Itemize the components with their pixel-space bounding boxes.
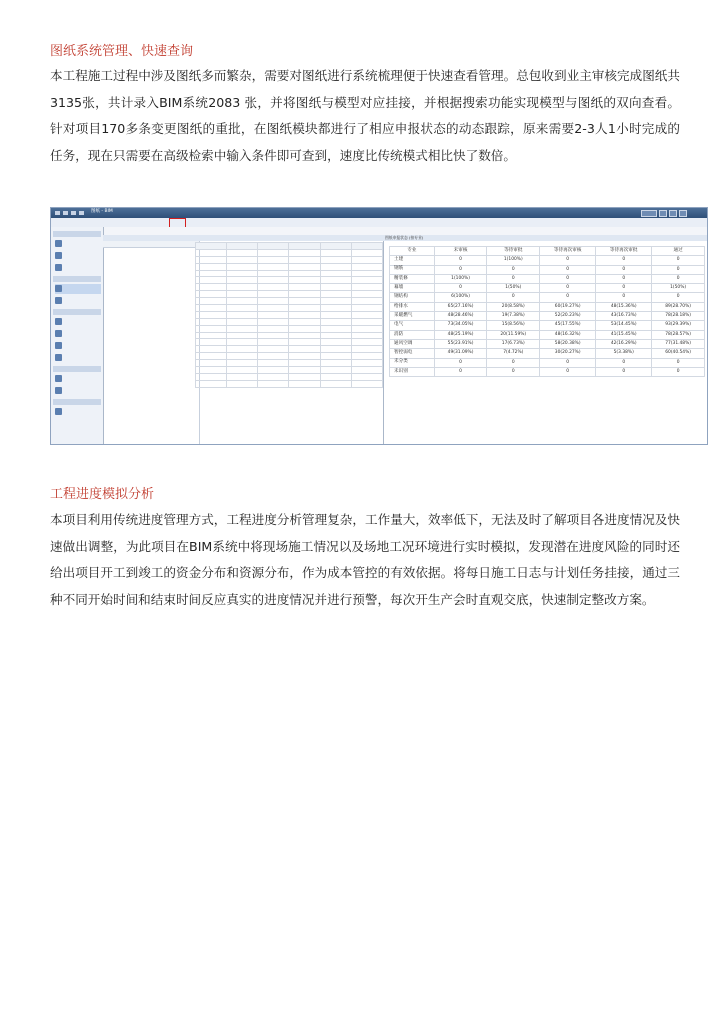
table-cell: 0 bbox=[652, 256, 705, 265]
table-cell: 0 bbox=[434, 358, 487, 367]
sidebar-section bbox=[53, 366, 101, 372]
table-cell: 89(28.70%) bbox=[652, 302, 705, 311]
table-cell: 48(28.46%) bbox=[434, 312, 487, 321]
table-row bbox=[390, 367, 705, 376]
window-title: 图纸 - BIM bbox=[91, 209, 113, 214]
table-cell: 0 bbox=[652, 265, 705, 274]
table-cell: 0 bbox=[540, 284, 596, 293]
section-paragraph-progress-simulation: 本项目利用传统进度管理方式，工程进度分析管理复杂，工作量大，效率低下，无法及时了解项目各进度情况及快速做出调整，为此项目在BIM系统中将现场施工情况以及场地工况环境进行实时模拟，发现潜在进度风险的同时还给出项目开工到竣工的资金分布和资源分布，作为成本管控的有效依据。将每日施工日志与计划任务挂接，通过三种不同开始时间和结束时间反应真实的进度情况并进行预警，每次开生产会时直观交底，快速制定整改方案。 bbox=[50, 512, 680, 607]
table-cell: 48(16.32%) bbox=[540, 330, 596, 339]
row-label: 通风空调 bbox=[390, 339, 435, 348]
sidebar-section bbox=[53, 231, 101, 237]
table-cell: 65(27.16%) bbox=[434, 302, 487, 311]
sidebar-item bbox=[55, 386, 101, 396]
table-cell: 0 bbox=[540, 274, 596, 283]
row-label: 智控弱电 bbox=[390, 349, 435, 358]
maximize-icon bbox=[669, 210, 677, 217]
module-icon bbox=[55, 252, 62, 259]
table-cell: 0 bbox=[540, 256, 596, 265]
close-icon bbox=[679, 210, 687, 217]
table-cell: 73(34.05%) bbox=[434, 321, 487, 330]
table-cell: 0 bbox=[540, 265, 596, 274]
table-cell: 0 bbox=[487, 293, 540, 302]
table-cell: 0 bbox=[596, 284, 652, 293]
row-label: 电气 bbox=[390, 321, 435, 330]
table-cell: 0 bbox=[487, 274, 540, 283]
table-cell: 58(20.38%) bbox=[540, 339, 596, 348]
row-label: 幕墙 bbox=[390, 284, 435, 293]
table-cell: 20(8.58%) bbox=[487, 302, 540, 311]
table-cell: 0 bbox=[596, 256, 652, 265]
table-cell: 52(20.23%) bbox=[540, 312, 596, 321]
table-cell: 41(15.45%) bbox=[596, 330, 652, 339]
table-cell: 93(29.39%) bbox=[652, 321, 705, 330]
row-label: 消防 bbox=[390, 330, 435, 339]
row-label: 精装修 bbox=[390, 274, 435, 283]
table-cell: 43(16.73%) bbox=[596, 312, 652, 321]
module-icon bbox=[55, 297, 62, 304]
table-row bbox=[390, 284, 705, 293]
sidebar-item bbox=[55, 329, 101, 339]
module-icon bbox=[55, 342, 62, 349]
sidebar-item bbox=[55, 317, 101, 327]
table-row bbox=[390, 339, 705, 348]
redo-icon bbox=[79, 211, 84, 215]
column-header: 通过 bbox=[652, 247, 705, 256]
sidebar-section bbox=[53, 399, 101, 405]
window-titlebar bbox=[51, 208, 707, 218]
table-cell: 0 bbox=[596, 274, 652, 283]
module-sidebar bbox=[51, 227, 104, 444]
sidebar-item-active bbox=[55, 284, 101, 294]
sidebar-section bbox=[53, 276, 101, 282]
table-cell: 15(8.56%) bbox=[487, 321, 540, 330]
table-cell: 0 bbox=[434, 256, 487, 265]
table-cell: 0 bbox=[434, 367, 487, 376]
table-cell: 0 bbox=[540, 367, 596, 376]
section-paragraph-drawing-management: 本工程施工过程中涉及图纸多而繁杂，需要对图纸进行系统梳理便于快速查看管理。总包收到业主审核完成图纸共3135张，共计录入BIM系统2083 张，并将图纸与模型对应挂接，并根据搜索功能实现模型与图纸的双向查看。针对项目170多条变更图纸的重批，在图纸模块都进行了相应申报状态的动态跟踪，原来需要2-3人1小时完成的任务，现在只需要在高级检索中输入条件即可查到，速度比传统模式相比快了数倍。 bbox=[50, 68, 680, 163]
table-cell: 5(3.38%) bbox=[596, 349, 652, 358]
row-label: 未分类 bbox=[390, 358, 435, 367]
tree-header bbox=[103, 241, 199, 248]
table-row bbox=[390, 321, 705, 330]
table-cell: 17(6.73%) bbox=[487, 339, 540, 348]
table-cell: 49(31.09%) bbox=[434, 349, 487, 358]
row-label: 给排水 bbox=[390, 302, 435, 311]
table-cell: 48(25.19%) bbox=[434, 330, 487, 339]
app-logo-icon bbox=[55, 211, 60, 215]
module-icon bbox=[55, 240, 62, 247]
category-tree bbox=[103, 241, 200, 444]
module-icon bbox=[55, 375, 62, 382]
table-cell: 0 bbox=[652, 293, 705, 302]
sidebar-item bbox=[55, 407, 101, 417]
user-button bbox=[641, 210, 657, 217]
sidebar-item bbox=[55, 353, 101, 363]
drawing-count-table bbox=[195, 242, 383, 388]
row-label: 土建 bbox=[390, 256, 435, 265]
table-cell: 1(100%) bbox=[487, 256, 540, 265]
table-row bbox=[390, 274, 705, 283]
sidebar-section bbox=[53, 309, 101, 315]
undo-icon bbox=[71, 211, 76, 215]
table-cell: 6(100%) bbox=[434, 293, 487, 302]
module-icon bbox=[55, 354, 62, 361]
table-row bbox=[390, 293, 705, 302]
row-label: 钢筋 bbox=[390, 265, 435, 274]
column-header: 专业 bbox=[390, 247, 435, 256]
section-heading-progress-simulation: 工程进度模拟分析 bbox=[50, 487, 155, 502]
table-cell: 45(17.55%) bbox=[540, 321, 596, 330]
module-icon bbox=[55, 264, 62, 271]
table-cell: 77(31.48%) bbox=[652, 339, 705, 348]
sidebar-item bbox=[55, 296, 101, 306]
table-cell: 55(23.91%) bbox=[434, 339, 487, 348]
table-cell: 78(28.18%) bbox=[652, 312, 705, 321]
sidebar-item bbox=[55, 251, 101, 261]
table-cell: 0 bbox=[540, 293, 596, 302]
module-icon bbox=[55, 318, 62, 325]
table-cell: 0 bbox=[434, 265, 487, 274]
column-header: 等待再次审核 bbox=[540, 247, 596, 256]
table-cell: 78(28.57%) bbox=[652, 330, 705, 339]
table-cell: 1(50%) bbox=[487, 284, 540, 293]
table-cell: 0 bbox=[596, 293, 652, 302]
table-cell: 53(14.45%) bbox=[596, 321, 652, 330]
table-cell: 19(7.38%) bbox=[487, 312, 540, 321]
table-row bbox=[390, 265, 705, 274]
section-heading-drawing-management: 图纸系统管理、快速查询 bbox=[50, 44, 194, 59]
module-icon bbox=[55, 285, 62, 292]
table-cell: 0 bbox=[652, 367, 705, 376]
row-label: 采暖燃气 bbox=[390, 312, 435, 321]
table-cell: 1(100%) bbox=[434, 274, 487, 283]
column-header: 等待审批 bbox=[487, 247, 540, 256]
table-row bbox=[390, 349, 705, 358]
table-row bbox=[390, 330, 705, 339]
table-cell: 7(4.72%) bbox=[487, 349, 540, 358]
sidebar-item bbox=[55, 341, 101, 351]
table-row bbox=[390, 302, 705, 311]
table-cell: 0 bbox=[434, 284, 487, 293]
table-cell: 60(19.27%) bbox=[540, 302, 596, 311]
table-cell: 60(40.54%) bbox=[652, 349, 705, 358]
table-cell: 30(20.27%) bbox=[540, 349, 596, 358]
column-header: 未审核 bbox=[434, 247, 487, 256]
approval-status-table bbox=[389, 246, 705, 377]
table-cell: 0 bbox=[652, 274, 705, 283]
table-cell: 0 bbox=[652, 358, 705, 367]
save-icon bbox=[63, 211, 68, 215]
table-cell: 20(11.59%) bbox=[487, 330, 540, 339]
column-header: 等待再次审批 bbox=[596, 247, 652, 256]
table-cell: 0 bbox=[596, 358, 652, 367]
table-cell: 0 bbox=[487, 367, 540, 376]
table-cell: 0 bbox=[540, 358, 596, 367]
sidebar-item bbox=[55, 374, 101, 384]
module-icon bbox=[55, 408, 62, 415]
table-row bbox=[390, 358, 705, 367]
sidebar-item bbox=[55, 263, 101, 273]
table-row bbox=[390, 256, 705, 265]
table-cell: 42(16.29%) bbox=[596, 339, 652, 348]
module-icon bbox=[55, 330, 62, 337]
minimize-icon bbox=[659, 210, 667, 217]
table-cell: 0 bbox=[596, 367, 652, 376]
panel-title: 图纸申报状态 (按专业) bbox=[383, 235, 707, 241]
row-label: 未识别 bbox=[390, 367, 435, 376]
bim-software-screenshot bbox=[50, 207, 708, 445]
table-cell: 0 bbox=[596, 265, 652, 274]
table-cell: 0 bbox=[487, 265, 540, 274]
table-cell: 1(50%) bbox=[652, 284, 705, 293]
sidebar-item bbox=[55, 239, 101, 249]
module-icon bbox=[55, 387, 62, 394]
row-label: 钢结构 bbox=[390, 293, 435, 302]
table-cell: 48(15.36%) bbox=[596, 302, 652, 311]
table-cell: 0 bbox=[487, 358, 540, 367]
table-row bbox=[390, 312, 705, 321]
